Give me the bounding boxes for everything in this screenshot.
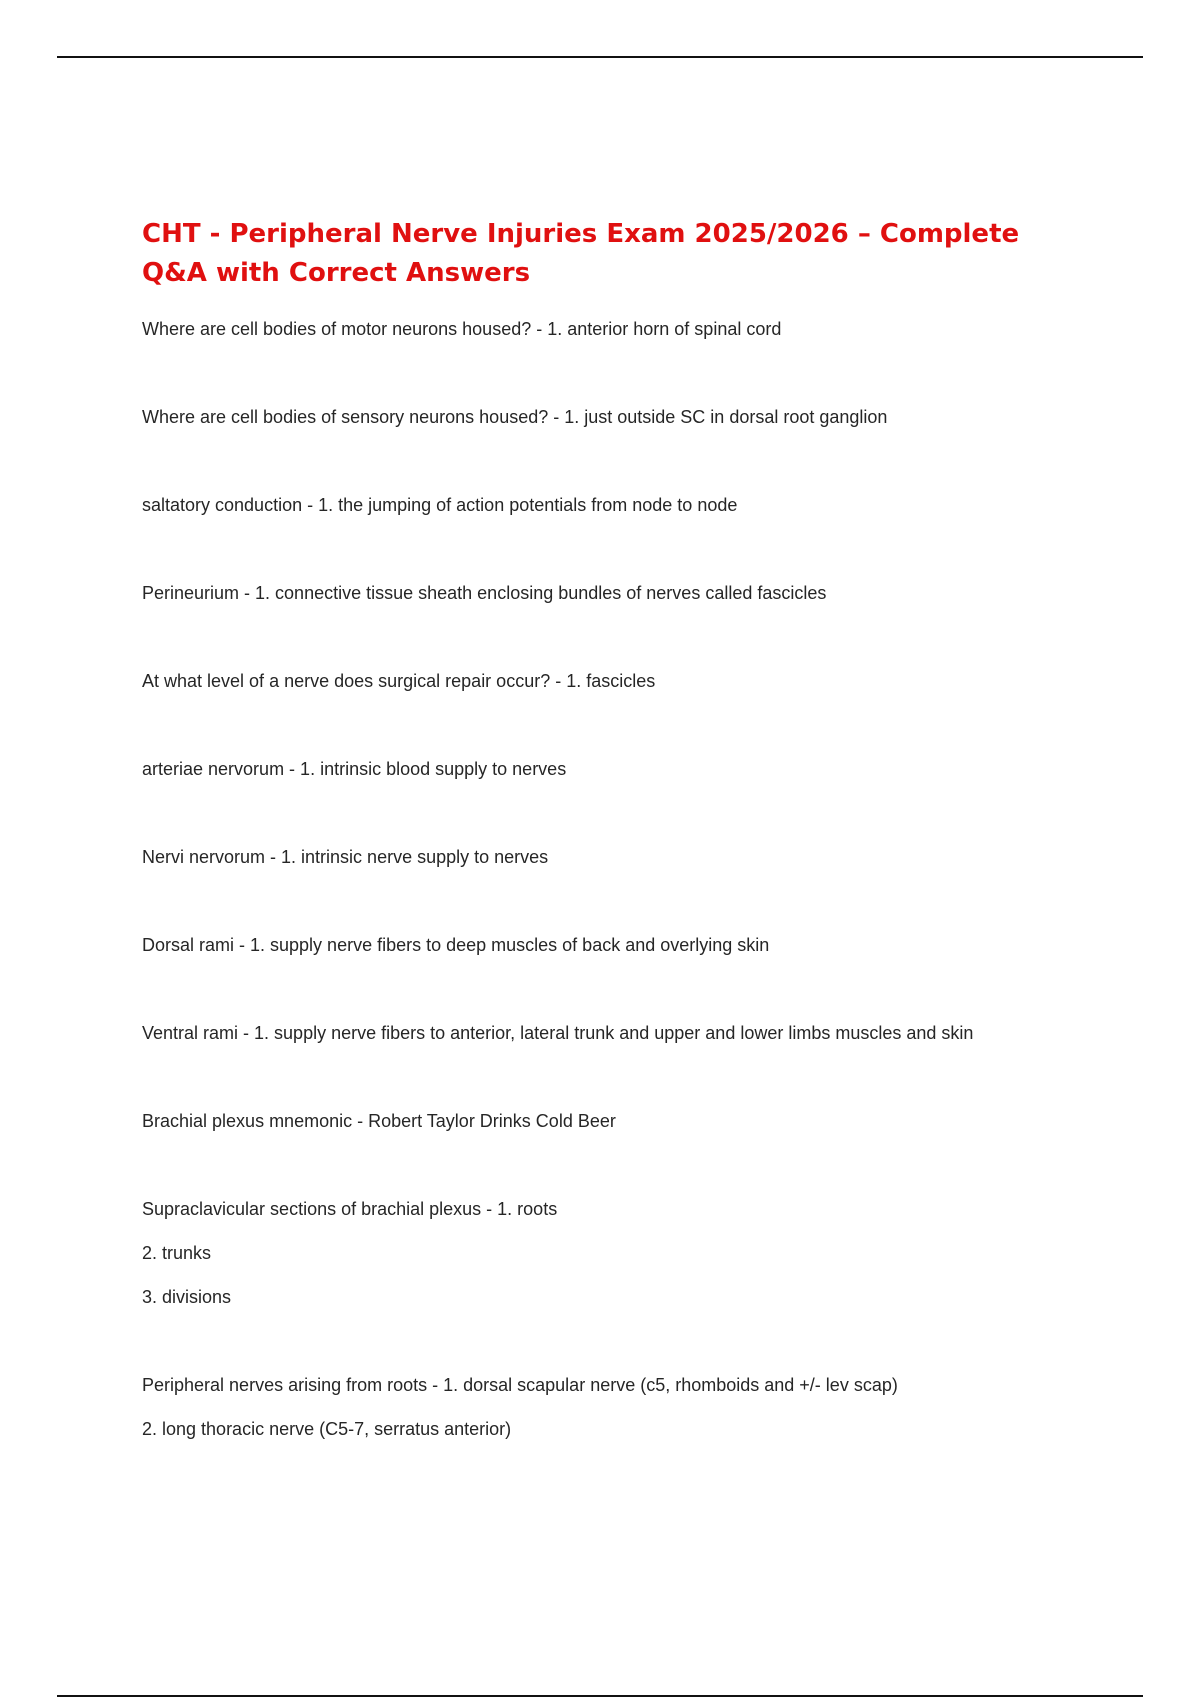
qa-text: Brachial plexus mnemonic - Robert Taylor Drinks Cold Beer <box>142 1111 616 1131</box>
qa-text: At what level of a nerve does surgical repair occur? - 1. fascicles <box>142 671 656 691</box>
document-body <box>142 215 1042 1503</box>
qa-text: Dorsal rami - 1. supply nerve fibers to deep muscles of back and overlying skin <box>142 935 770 955</box>
qa-list-item: 2. long thoracic nerve (C5-7, serratus anterior) <box>142 1419 512 1439</box>
qa-item <box>142 315 1042 343</box>
qa-text: Perineurium - 1. connective tissue sheath enclosing bundles of nerves called fascicles <box>142 583 827 603</box>
qa-item <box>142 1019 1042 1047</box>
qa-item <box>142 667 1042 695</box>
qa-item <box>142 755 1042 783</box>
qa-text: saltatory conduction - 1. the jumping of action potentials from node to node <box>142 495 738 515</box>
header-rule <box>57 56 1143 58</box>
qa-text: Ventral rami - 1. supply nerve fibers to anterior, lateral trunk and upper and lower limbs muscles and skin <box>142 1023 974 1043</box>
qa-item <box>142 1371 1042 1443</box>
qa-text: Where are cell bodies of sensory neurons housed? - 1. just outside SC in dorsal root ganglion <box>142 407 888 427</box>
qa-item <box>142 579 1042 607</box>
qa-list-item: 3. divisions <box>142 1287 232 1307</box>
qa-text: Supraclavicular sections of brachial plexus - 1. roots <box>142 1199 558 1219</box>
qa-item <box>142 1107 1042 1135</box>
qa-item <box>142 403 1042 431</box>
document-title: CHT - Peripheral Nerve Injuries Exam 2025/2026 – Complete Q&A with Correct Answers <box>142 219 1020 288</box>
footer-rule <box>57 1695 1143 1697</box>
qa-list-item: 2. trunks <box>142 1243 212 1263</box>
qa-item <box>142 931 1042 959</box>
qa-item <box>142 843 1042 871</box>
qa-text: Nervi nervorum - 1. intrinsic nerve supply to nerves <box>142 847 549 867</box>
qa-text: Peripheral nerves arising from roots - 1. dorsal scapular nerve (c5, rhomboids and +/- lev scap) <box>142 1375 898 1395</box>
qa-text: Where are cell bodies of motor neurons housed? - 1. anterior horn of spinal cord <box>142 319 782 339</box>
qa-item <box>142 1195 1042 1311</box>
qa-item <box>142 491 1042 519</box>
qa-text: arteriae nervorum - 1. intrinsic blood supply to nerves <box>142 759 567 779</box>
